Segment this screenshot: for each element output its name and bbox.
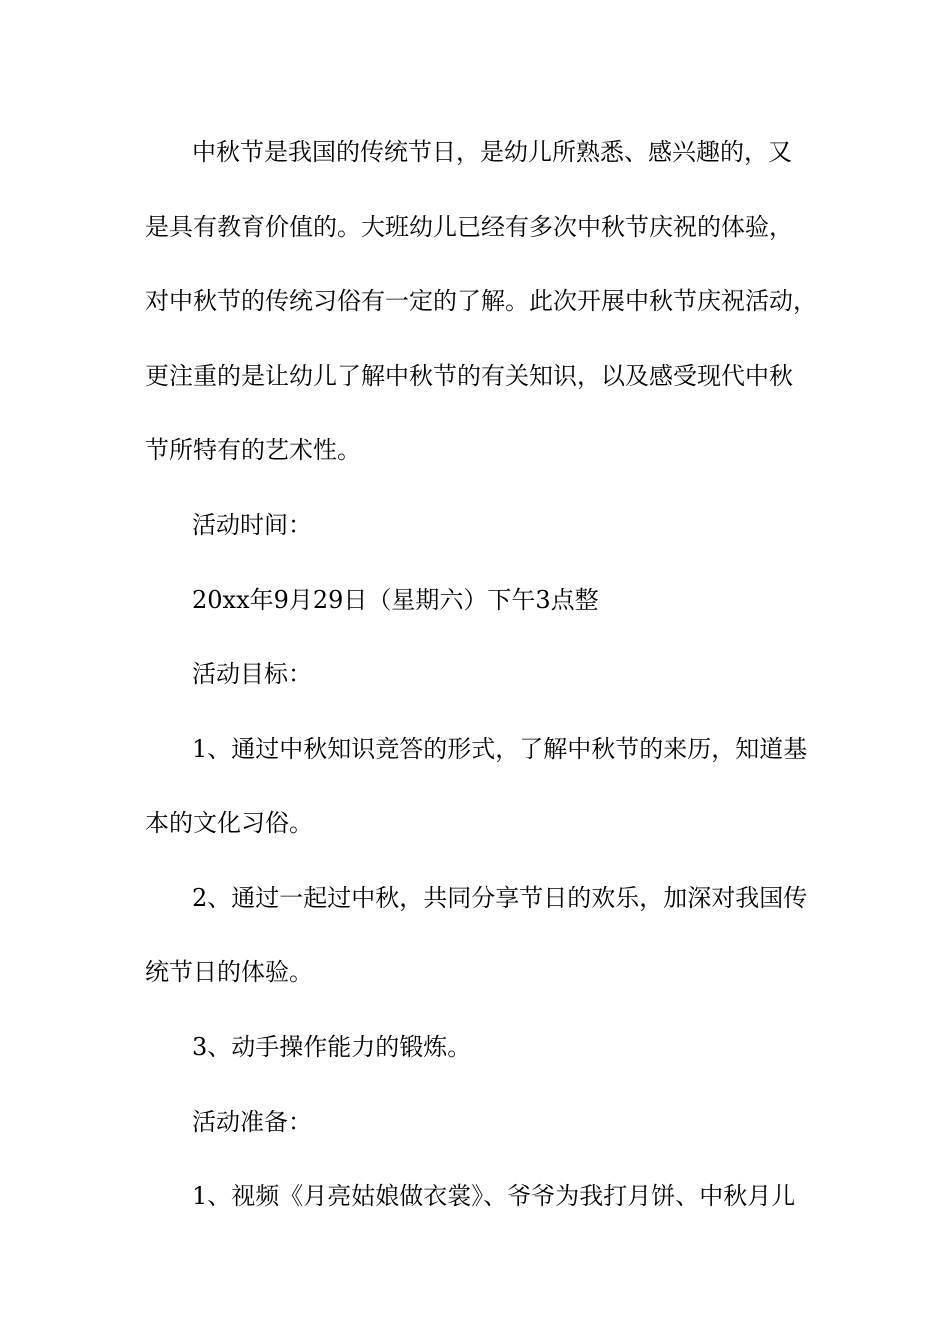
- goal-1-line-1: 1、通过中秋知识竞答的形式，了解中秋节的来历，知道基: [192, 735, 808, 763]
- activity-time-value: 20xx年9月29日（星期六）下午3点整: [192, 586, 599, 614]
- activity-time-heading: 活动时间：: [192, 511, 312, 539]
- activity-goals-heading: 活动目标：: [192, 660, 312, 688]
- goal-3: 3、动手操作能力的锻炼。: [192, 1033, 472, 1061]
- preparation-1-line-1: 1、视频《月亮姑娘做衣裳》、爷爷为我打月饼、中秋月儿: [192, 1182, 796, 1210]
- intro-paragraph-line-3: 对中秋节的传统习俗有一定的了解。此次开展中秋节庆祝活动，: [145, 287, 817, 315]
- activity-preparation-heading: 活动准备：: [192, 1108, 312, 1136]
- goal-1-line-2: 本的文化习俗。: [145, 809, 313, 837]
- intro-paragraph-line-4: 更注重的是让幼儿了解中秋节的有关知识，以及感受现代中秋: [145, 362, 793, 390]
- goal-2-line-1: 2、通过一起过中秋，共同分享节日的欢乐，加深对我国传: [192, 884, 808, 912]
- intro-paragraph-line-5: 节所特有的艺术性。: [145, 436, 361, 464]
- intro-paragraph-line-1: 中秋节是我国的传统节日，是幼儿所熟悉、感兴趣的，又: [192, 138, 792, 166]
- goal-2-line-2: 统节日的体验。: [145, 958, 313, 986]
- intro-paragraph-line-2: 是具有教育价值的。大班幼儿已经有多次中秋节庆祝的体验，: [145, 213, 793, 241]
